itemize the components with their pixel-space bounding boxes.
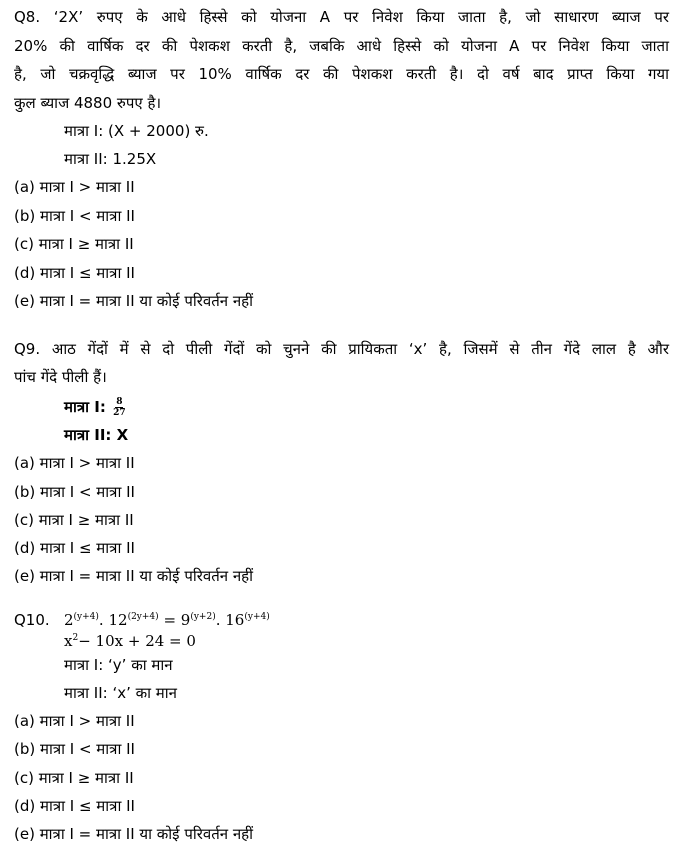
eq2-var: x bbox=[64, 632, 73, 650]
eq1-base-1: 2 bbox=[64, 611, 74, 629]
q10-quantity-1: मात्रा I: ‘y’ का मान bbox=[64, 656, 173, 674]
q9-option-e[interactable]: (e) मात्रा I = मात्रा II या कोई परिवर्तन नहीं bbox=[14, 567, 254, 585]
eq1-exp-1: (y+4) bbox=[73, 612, 99, 622]
q8-quantity-1: मात्रा I: (X + 2000) रु. bbox=[64, 122, 209, 140]
q8-stem-line-4: कुल ब्याज 4880 रुपए है। bbox=[14, 94, 162, 112]
q8-option-d[interactable]: (d) मात्रा I ≤ मात्रा II bbox=[14, 264, 135, 282]
eq1-dot-1: . bbox=[98, 611, 109, 629]
q10-quantity-2: मात्रा II: ‘x’ का मान bbox=[64, 684, 177, 702]
q10-option-b[interactable]: (b) मात्रा I < मात्रा II bbox=[14, 740, 135, 758]
q9-quantity-1-label: मात्रा I: bbox=[64, 398, 106, 416]
q9-option-d[interactable]: (d) मात्रा I ≤ मात्रा II bbox=[14, 539, 135, 557]
eq2-rest: − 10x + 24 = 0 bbox=[78, 632, 196, 650]
q9-option-c[interactable]: (c) मात्रा I ≥ मात्रा II bbox=[14, 511, 134, 529]
q8-stem-line-1: Q8. ‘2X’ रुपए के आधे हिस्से को योजना A पर निवेश किया जाता है, जो साधारण ब्याज पर bbox=[14, 8, 669, 26]
q10-option-c[interactable]: (c) मात्रा I ≥ मात्रा II bbox=[14, 769, 134, 787]
q9-option-b[interactable]: (b) मात्रा I < मात्रा II bbox=[14, 483, 135, 501]
eq2-exp: 2 bbox=[72, 633, 79, 643]
q10-option-e[interactable]: (e) मात्रा I = मात्रा II या कोई परिवर्तन नहीं bbox=[14, 825, 254, 843]
fraction-denominator: 27 bbox=[113, 408, 126, 418]
q10-equation-1 bbox=[64, 609, 270, 631]
q9-stem-line-1: Q9. आठ गेंदों में से दो पीली गेंदों को चुनने की प्रायिकता ‘x’ है, जिसमें से तीन गेंदे लाल है और bbox=[14, 340, 669, 358]
q8-option-e[interactable]: (e) मात्रा I = मात्रा II या कोई परिवर्तन नहीं bbox=[14, 292, 254, 310]
q9-stem-line-2: पांच गेंदे पीली हैं। bbox=[14, 368, 107, 386]
q10-option-a[interactable]: (a) मात्रा I > मात्रा II bbox=[14, 712, 135, 730]
q8-option-c[interactable]: (c) मात्रा I ≥ मात्रा II bbox=[14, 235, 134, 253]
q8-option-a[interactable]: (a) मात्रा I > मात्रा II bbox=[14, 178, 135, 196]
q8-stem-line-3: है, जो चक्रवृद्धि ब्याज पर 10% वार्षिक दर की पेशकश करती है। दो वर्ष बाद प्राप्त किया गया bbox=[14, 65, 669, 83]
q10-equation-2 bbox=[64, 630, 196, 652]
eq1-equals: = bbox=[158, 611, 181, 629]
eq1-exp-3: (y+2) bbox=[190, 612, 216, 622]
q10-label: Q10. bbox=[14, 611, 50, 629]
q10-option-d[interactable]: (d) मात्रा I ≤ मात्रा II bbox=[14, 797, 135, 815]
q8-option-b[interactable]: (b) मात्रा I < मात्रा II bbox=[14, 207, 135, 225]
eq1-base-2: 12 bbox=[108, 611, 128, 629]
eq1-exp-4: (y+4) bbox=[244, 612, 270, 622]
q9-option-a[interactable]: (a) मात्रा I > मात्रा II bbox=[14, 454, 135, 472]
q8-stem-line-2: 20% की वार्षिक दर की पेशकश करती है, जबकि आधे हिस्से को योजना A पर निवेश किया जाता bbox=[14, 37, 669, 55]
eq1-base-3: 9 bbox=[180, 611, 191, 629]
q9-quantity-1-fraction bbox=[113, 397, 126, 418]
eq1-base-4: 16 bbox=[225, 611, 245, 629]
q9-quantity-2: मात्रा II: X bbox=[64, 426, 129, 444]
q9-quantity-1 bbox=[64, 396, 126, 418]
eq1-dot-2: . bbox=[215, 611, 226, 629]
eq1-exp-2: (2y+4) bbox=[127, 612, 159, 622]
fraction-numerator: 8 bbox=[116, 397, 123, 407]
q8-quantity-2: मात्रा II: 1.25X bbox=[64, 150, 157, 168]
